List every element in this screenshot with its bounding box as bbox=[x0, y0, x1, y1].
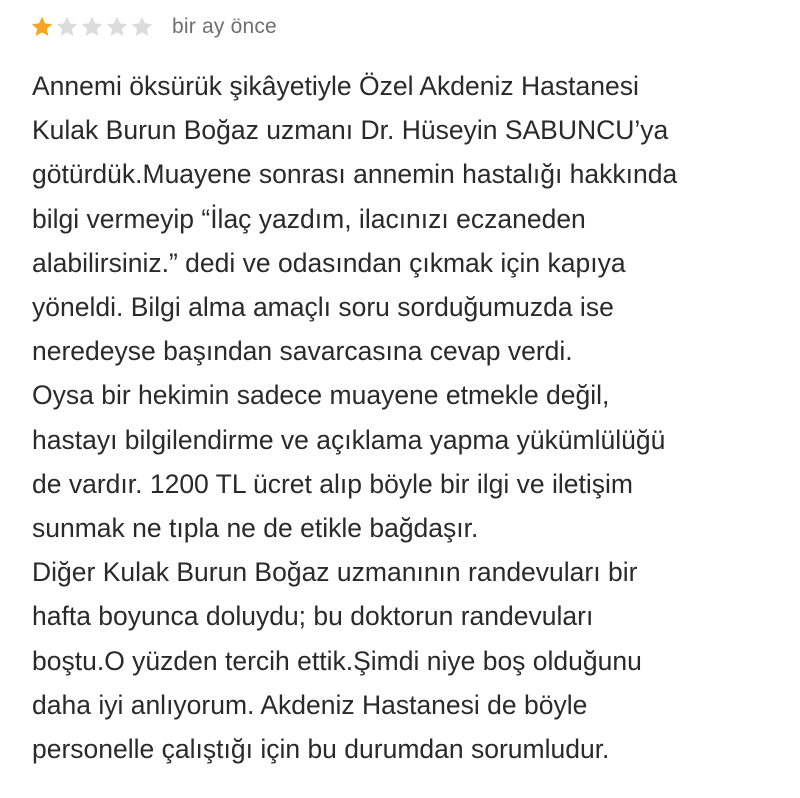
star-icon bbox=[130, 15, 154, 39]
star-icon bbox=[80, 15, 104, 39]
review-line: Kulak Burun Boğaz uzmanı Dr. Hüseyin SABUNCU’ya bbox=[32, 115, 669, 146]
review-line: hastayı bilgilendirme ve açıklama yapma yükümlülüğü bbox=[32, 424, 666, 455]
star-icon bbox=[105, 15, 129, 39]
review-line: de vardır. 1200 TL ücret alıp böyle bir ilgi ve iletişim bbox=[32, 468, 633, 499]
review-line: götürdük.Muayene sonrası annemin hastalığı hakkında bbox=[32, 159, 678, 190]
review-line: yöneldi. Bilgi alma amaçlı soru sorduğumuzda ise bbox=[32, 292, 614, 323]
review-line: Oysa bir hekimin sadece muayene etmekle değil, bbox=[32, 380, 610, 411]
review-line: daha iyi anlıyorum. Akdeniz Hastanesi de böyle bbox=[32, 689, 588, 720]
review-line: bilgi vermeyip “İlaç yazdım, ilacınızı eczaneden bbox=[32, 203, 586, 234]
star-icon bbox=[55, 15, 79, 39]
star-icon bbox=[30, 15, 54, 39]
review-line: neredeyse başından savarcasına cevap verdi. bbox=[32, 336, 573, 367]
review-line: personelle çalıştığı için bu durumdan sorumludur. bbox=[32, 734, 610, 765]
review-line: Annemi öksürük şikâyetiyle Özel Akdeniz Hastanesi bbox=[32, 71, 639, 101]
review-line: hafta boyunca doluydu; bu doktorun randevuları bbox=[32, 601, 594, 632]
review-line: boştu.O yüzden tercih ettik.Şimdi niye boş olduğunu bbox=[32, 645, 642, 676]
review-header bbox=[30, 12, 277, 42]
review-line: sunmak ne tıpla ne de etikle bağdaşır. bbox=[32, 513, 479, 544]
review-text bbox=[32, 64, 792, 771]
review-line: alabilirsiniz.” dedi ve odasından çıkmak için kapıya bbox=[32, 247, 626, 278]
star-rating bbox=[30, 15, 154, 39]
review-timestamp: bir ay önce bbox=[172, 15, 277, 38]
review-line: Diğer Kulak Burun Boğaz uzmanının randevuları bir bbox=[32, 557, 638, 588]
